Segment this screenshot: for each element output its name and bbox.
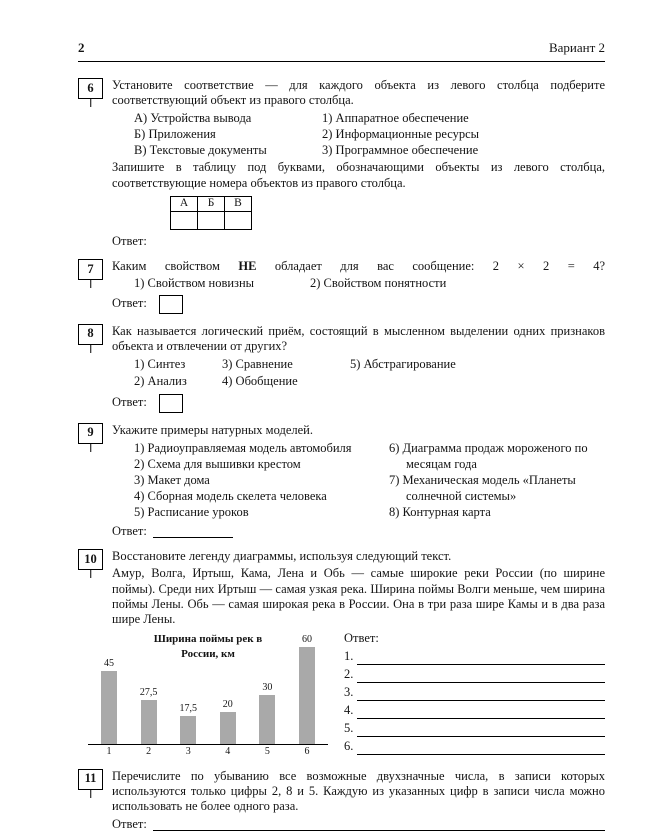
answer-row bbox=[112, 234, 605, 249]
answer-cell bbox=[171, 211, 198, 229]
question-6 bbox=[78, 78, 605, 249]
question-text: Как называется логический приём, состоящий в мысленном выделении одних признаков объекта и отвлечении от других? bbox=[112, 323, 605, 353]
option: 4) Обобщение bbox=[222, 374, 298, 389]
option: 1) Свойством новизны bbox=[134, 276, 255, 291]
chart-plot-area bbox=[88, 631, 328, 745]
option: 3) Сравнение bbox=[222, 357, 293, 372]
question-text: Амур, Волга, Иртыш, Кама, Лена и Обь — самые широкие реки России (по ширине поймы). Среди них Иртыш — самая узкая река. Ширина поймы Волги меньше, чем ширина поймы Лены. Обь — самая широкая река в России. Она в три раза шире Камы и в два раза шире Лены. bbox=[112, 566, 605, 627]
question-text bbox=[112, 259, 605, 274]
question-number-column bbox=[78, 324, 112, 413]
bar bbox=[141, 700, 157, 744]
option: 7) Механическая модель «Планеты солнечной системы» bbox=[389, 472, 576, 503]
bar-column-5 bbox=[252, 682, 282, 744]
bar-value-label: 17,5 bbox=[179, 703, 197, 715]
answer-line-number: 1. bbox=[344, 649, 354, 664]
answer-row bbox=[112, 817, 605, 832]
answer-table-header: А bbox=[171, 196, 198, 211]
answer-cell bbox=[198, 211, 225, 229]
answer-label: Ответ: bbox=[112, 817, 147, 832]
match-item: В) Текстовые документы bbox=[134, 143, 267, 158]
matching-right-column bbox=[322, 110, 605, 158]
answer-table bbox=[170, 196, 252, 230]
answer-blank-line bbox=[357, 723, 605, 737]
question-text: Восстановите легенду диаграммы, используя следующий текст. bbox=[112, 549, 452, 564]
answer-blank-line bbox=[153, 525, 233, 538]
question-number-box: 6 bbox=[78, 78, 103, 99]
question-11 bbox=[78, 769, 605, 833]
bar-column-1 bbox=[94, 658, 124, 744]
options-grid bbox=[112, 357, 605, 390]
answer-line-number: 5. bbox=[344, 721, 354, 736]
question-number-column bbox=[78, 259, 112, 314]
options-columns bbox=[112, 440, 605, 520]
variant-label: Вариант 2 bbox=[548, 40, 605, 55]
question-9 bbox=[78, 423, 605, 540]
question-content bbox=[112, 78, 605, 249]
bar bbox=[259, 695, 275, 744]
bar-column-6 bbox=[292, 634, 322, 744]
question-text-part: обладает для вас сообщение: 2 × 2 = 4? bbox=[256, 259, 605, 274]
x-tick-label: 5 bbox=[264, 746, 270, 758]
answer-label: Ответ: bbox=[344, 631, 379, 646]
answer-label: Ответ: bbox=[112, 523, 147, 538]
option: 3) Макет дома bbox=[134, 472, 210, 487]
x-tick-label: 4 bbox=[225, 746, 231, 758]
option: 1) Синтез bbox=[134, 357, 186, 372]
question-number-box: 9 bbox=[78, 423, 103, 444]
x-tick-label: 2 bbox=[146, 746, 152, 758]
question-content bbox=[112, 259, 605, 314]
answer-line bbox=[344, 737, 605, 755]
answer-blank-line bbox=[357, 669, 605, 683]
bar-chart bbox=[88, 631, 328, 758]
match-item: 1) Аппаратное обеспечение bbox=[322, 111, 469, 126]
question-7 bbox=[78, 259, 605, 314]
bar-value-label: 45 bbox=[104, 658, 114, 670]
question-content bbox=[112, 769, 605, 833]
question-text-bold: НЕ bbox=[238, 259, 257, 274]
answer-box bbox=[159, 394, 183, 413]
option: 8) Контурная карта bbox=[389, 504, 491, 519]
x-tick-label: 6 bbox=[304, 746, 310, 758]
question-number-box: 7 bbox=[78, 259, 103, 280]
option-spacer bbox=[350, 374, 605, 389]
answer-blank-line bbox=[357, 687, 605, 701]
question-text: Укажите примеры натурных моделей. bbox=[112, 422, 313, 437]
option: 6) Диаграмма продаж мороженого по месяцам года bbox=[389, 440, 588, 471]
answer-line-number: 3. bbox=[344, 685, 354, 700]
matching-left-column bbox=[134, 110, 322, 158]
matching-columns bbox=[112, 110, 605, 158]
question-content bbox=[112, 423, 605, 540]
page-header bbox=[78, 40, 605, 62]
answer-line bbox=[344, 701, 605, 719]
options-right-column bbox=[389, 440, 605, 520]
chart-and-answers bbox=[104, 631, 605, 758]
options-row bbox=[112, 276, 605, 291]
bar bbox=[299, 647, 315, 744]
option: 4) Сборная модель скелета человека bbox=[134, 488, 327, 503]
question-text: Установите соответствие — для каждого объекта из левого столбца подберите соответствующий объект из правого столбца. bbox=[112, 77, 605, 108]
question-number-column bbox=[78, 769, 112, 833]
answer-line bbox=[344, 719, 605, 737]
question-content bbox=[112, 324, 605, 413]
answer-table-header: В bbox=[225, 196, 252, 211]
page-number: 2 bbox=[78, 40, 85, 55]
bar-column-2 bbox=[134, 687, 164, 744]
options-left-column bbox=[134, 440, 389, 520]
answer-blank-line bbox=[153, 818, 605, 831]
answer-box bbox=[159, 295, 183, 314]
question-10 bbox=[78, 549, 605, 758]
question-text: Запишите в таблицу под буквами, обозначающими объекты из левого столбца, соответствующие номера объектов из правого столбца. bbox=[112, 160, 605, 190]
answer-line bbox=[344, 665, 605, 683]
answer-label: Ответ: bbox=[112, 296, 147, 311]
match-item: Б) Приложения bbox=[134, 127, 216, 142]
chart-x-axis-labels bbox=[88, 746, 328, 758]
question-number-column bbox=[78, 78, 112, 249]
question-content bbox=[104, 549, 605, 758]
bar-value-label: 27,5 bbox=[139, 687, 158, 699]
chart-title: Ширина поймы рек в России, км bbox=[153, 633, 263, 660]
option: 5) Абстрагирование bbox=[350, 357, 456, 372]
option: 5) Расписание уроков bbox=[134, 504, 249, 519]
bar bbox=[180, 716, 196, 744]
answer-line bbox=[344, 647, 605, 665]
answer-row bbox=[112, 394, 605, 413]
option: 2) Схема для вышивки крестом bbox=[134, 456, 301, 471]
bar-column-4 bbox=[213, 699, 243, 744]
option: 2) Свойством понятности bbox=[310, 276, 447, 291]
match-item: А) Устройства вывода bbox=[134, 111, 252, 126]
option: 1) Радиоуправляемая модель автомобиля bbox=[134, 440, 352, 455]
question-text: Перечислите по убыванию все возможные двухзначные числа, в записи которых используются только цифры 2, 8 и 5. Каждую из указанных цифр в записи числа можно использовать не более одного раза. bbox=[112, 768, 605, 814]
answer-label: Ответ: bbox=[112, 233, 147, 248]
bar bbox=[101, 671, 117, 744]
bar-value-label: 30 bbox=[262, 682, 273, 694]
answer-cell bbox=[225, 211, 252, 229]
answer-label: Ответ: bbox=[112, 395, 147, 410]
question-number-column bbox=[78, 423, 112, 540]
bar-value-label: 60 bbox=[301, 634, 312, 646]
answer-row bbox=[112, 524, 605, 539]
bar bbox=[220, 712, 236, 744]
option: 2) Анализ bbox=[134, 374, 187, 389]
question-number-box: 11 bbox=[78, 769, 103, 790]
x-tick-label: 1 bbox=[106, 746, 112, 758]
answer-line-number: 2. bbox=[344, 667, 354, 682]
question-8 bbox=[78, 324, 605, 413]
question-number-box: 8 bbox=[78, 324, 103, 345]
question-text-part: Каким свойством bbox=[112, 259, 239, 274]
x-tick-label: 3 bbox=[185, 746, 191, 758]
question-number-box: 10 bbox=[78, 549, 103, 570]
answer-line bbox=[344, 683, 605, 701]
match-item: 2) Информационные ресурсы bbox=[322, 127, 480, 142]
answer-blank-line bbox=[357, 705, 605, 719]
answer-line-number: 6. bbox=[344, 739, 354, 754]
answer-blank-line bbox=[357, 741, 605, 755]
bar-column-3 bbox=[173, 703, 203, 744]
answer-row bbox=[112, 295, 605, 314]
bar-value-label: 20 bbox=[222, 699, 233, 711]
answer-line-number: 4. bbox=[344, 703, 354, 718]
answer-blank-line bbox=[357, 651, 605, 665]
answer-lines-block bbox=[328, 631, 605, 754]
answer-table-header: Б bbox=[198, 196, 225, 211]
match-item: 3) Программное обеспечение bbox=[322, 143, 479, 158]
